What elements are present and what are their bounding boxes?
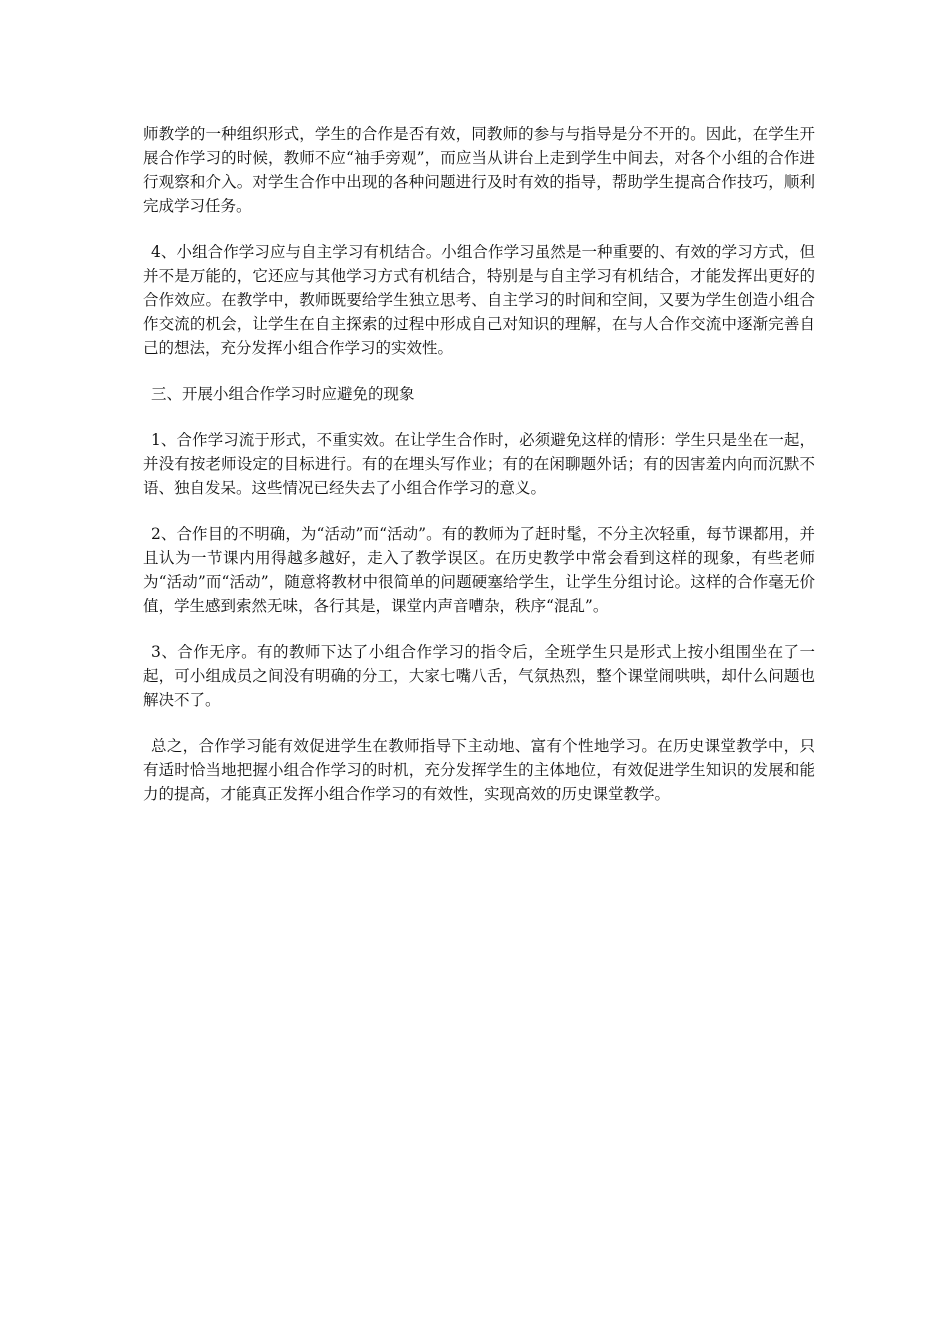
paragraph-avoid-3: 3、合作无序。有的教师下达了小组合作学习的指令后，全班学生只是形式上按小组围坐在了一起，可小组成员之间没有明确的分工，大家七嘴八舌，气氛热烈，整个课堂闹哄哄，却什么问题也解决不了。: [143, 643, 815, 709]
paragraph-avoid-1: 1、合作学习流于形式，不重实效。在让学生合作时，必须避免这样的情形：学生只是坐在一起，并没有按老师设定的目标进行。有的在埋头写作业；有的在闲聊题外话；有的因害羞内向而沉默不语、独自发呆。这些情况已经失去了小组合作学习的意义。: [143, 431, 815, 497]
document-page: [143, 122, 815, 828]
section-heading-3: 三、开展小组合作学习时应避免的现象: [151, 385, 415, 403]
paragraph-point-4: 4、小组合作学习应与自主学习有机结合。小组合作学习虽然是一种重要的、有效的学习方式，但并不是万能的，它还应与其他学习方式有机结合，特别是与自主学习有机结合，才能发挥出更好的合作效应。在教学中，教师既要给学生独立思考、自主学习的时间和空间，又要为学生创造小组合作交流的机会，让学生在自主探索的过程中形成自己对知识的理解，在与人合作交流中逐渐完善自己的想法，充分发挥小组合作学习的实效性。: [143, 243, 815, 357]
paragraph-continuation: 师教学的一种组织形式，学生的合作是否有效，同教师的参与与指导是分不开的。因此，在学生开展合作学习的时候，教师不应“袖手旁观”，而应当从讲台上走到学生中间去，对各个小组的合作进行观察和介入。对学生合作中出现的各种问题进行及时有效的指导，帮助学生提高合作技巧，顺利完成学习任务。: [143, 125, 815, 215]
paragraph-conclusion: 总之，合作学习能有效促进学生在教师指导下主动地、富有个性地学习。在历史课堂教学中，只有适时恰当地把握小组合作学习的时机，充分发挥学生的主体地位，有效促进学生知识的发展和能力的提高，才能真正发挥小组合作学习的有效性，实现高效的历史课堂教学。: [143, 737, 815, 803]
paragraph-avoid-2: 2、合作目的不明确，为“活动”而“活动”。有的教师为了赶时髦，不分主次轻重，每节课都用，并且认为一节课内用得越多越好，走入了教学误区。在历史教学中常会看到这样的现象，有些老师为“活动”而“活动”，随意将教材中很简单的问题硬塞给学生，让学生分组讨论。这样的合作毫无价值，学生感到索然无味，各行其是，课堂内声音嘈杂，秩序“混乱”。: [143, 525, 815, 615]
